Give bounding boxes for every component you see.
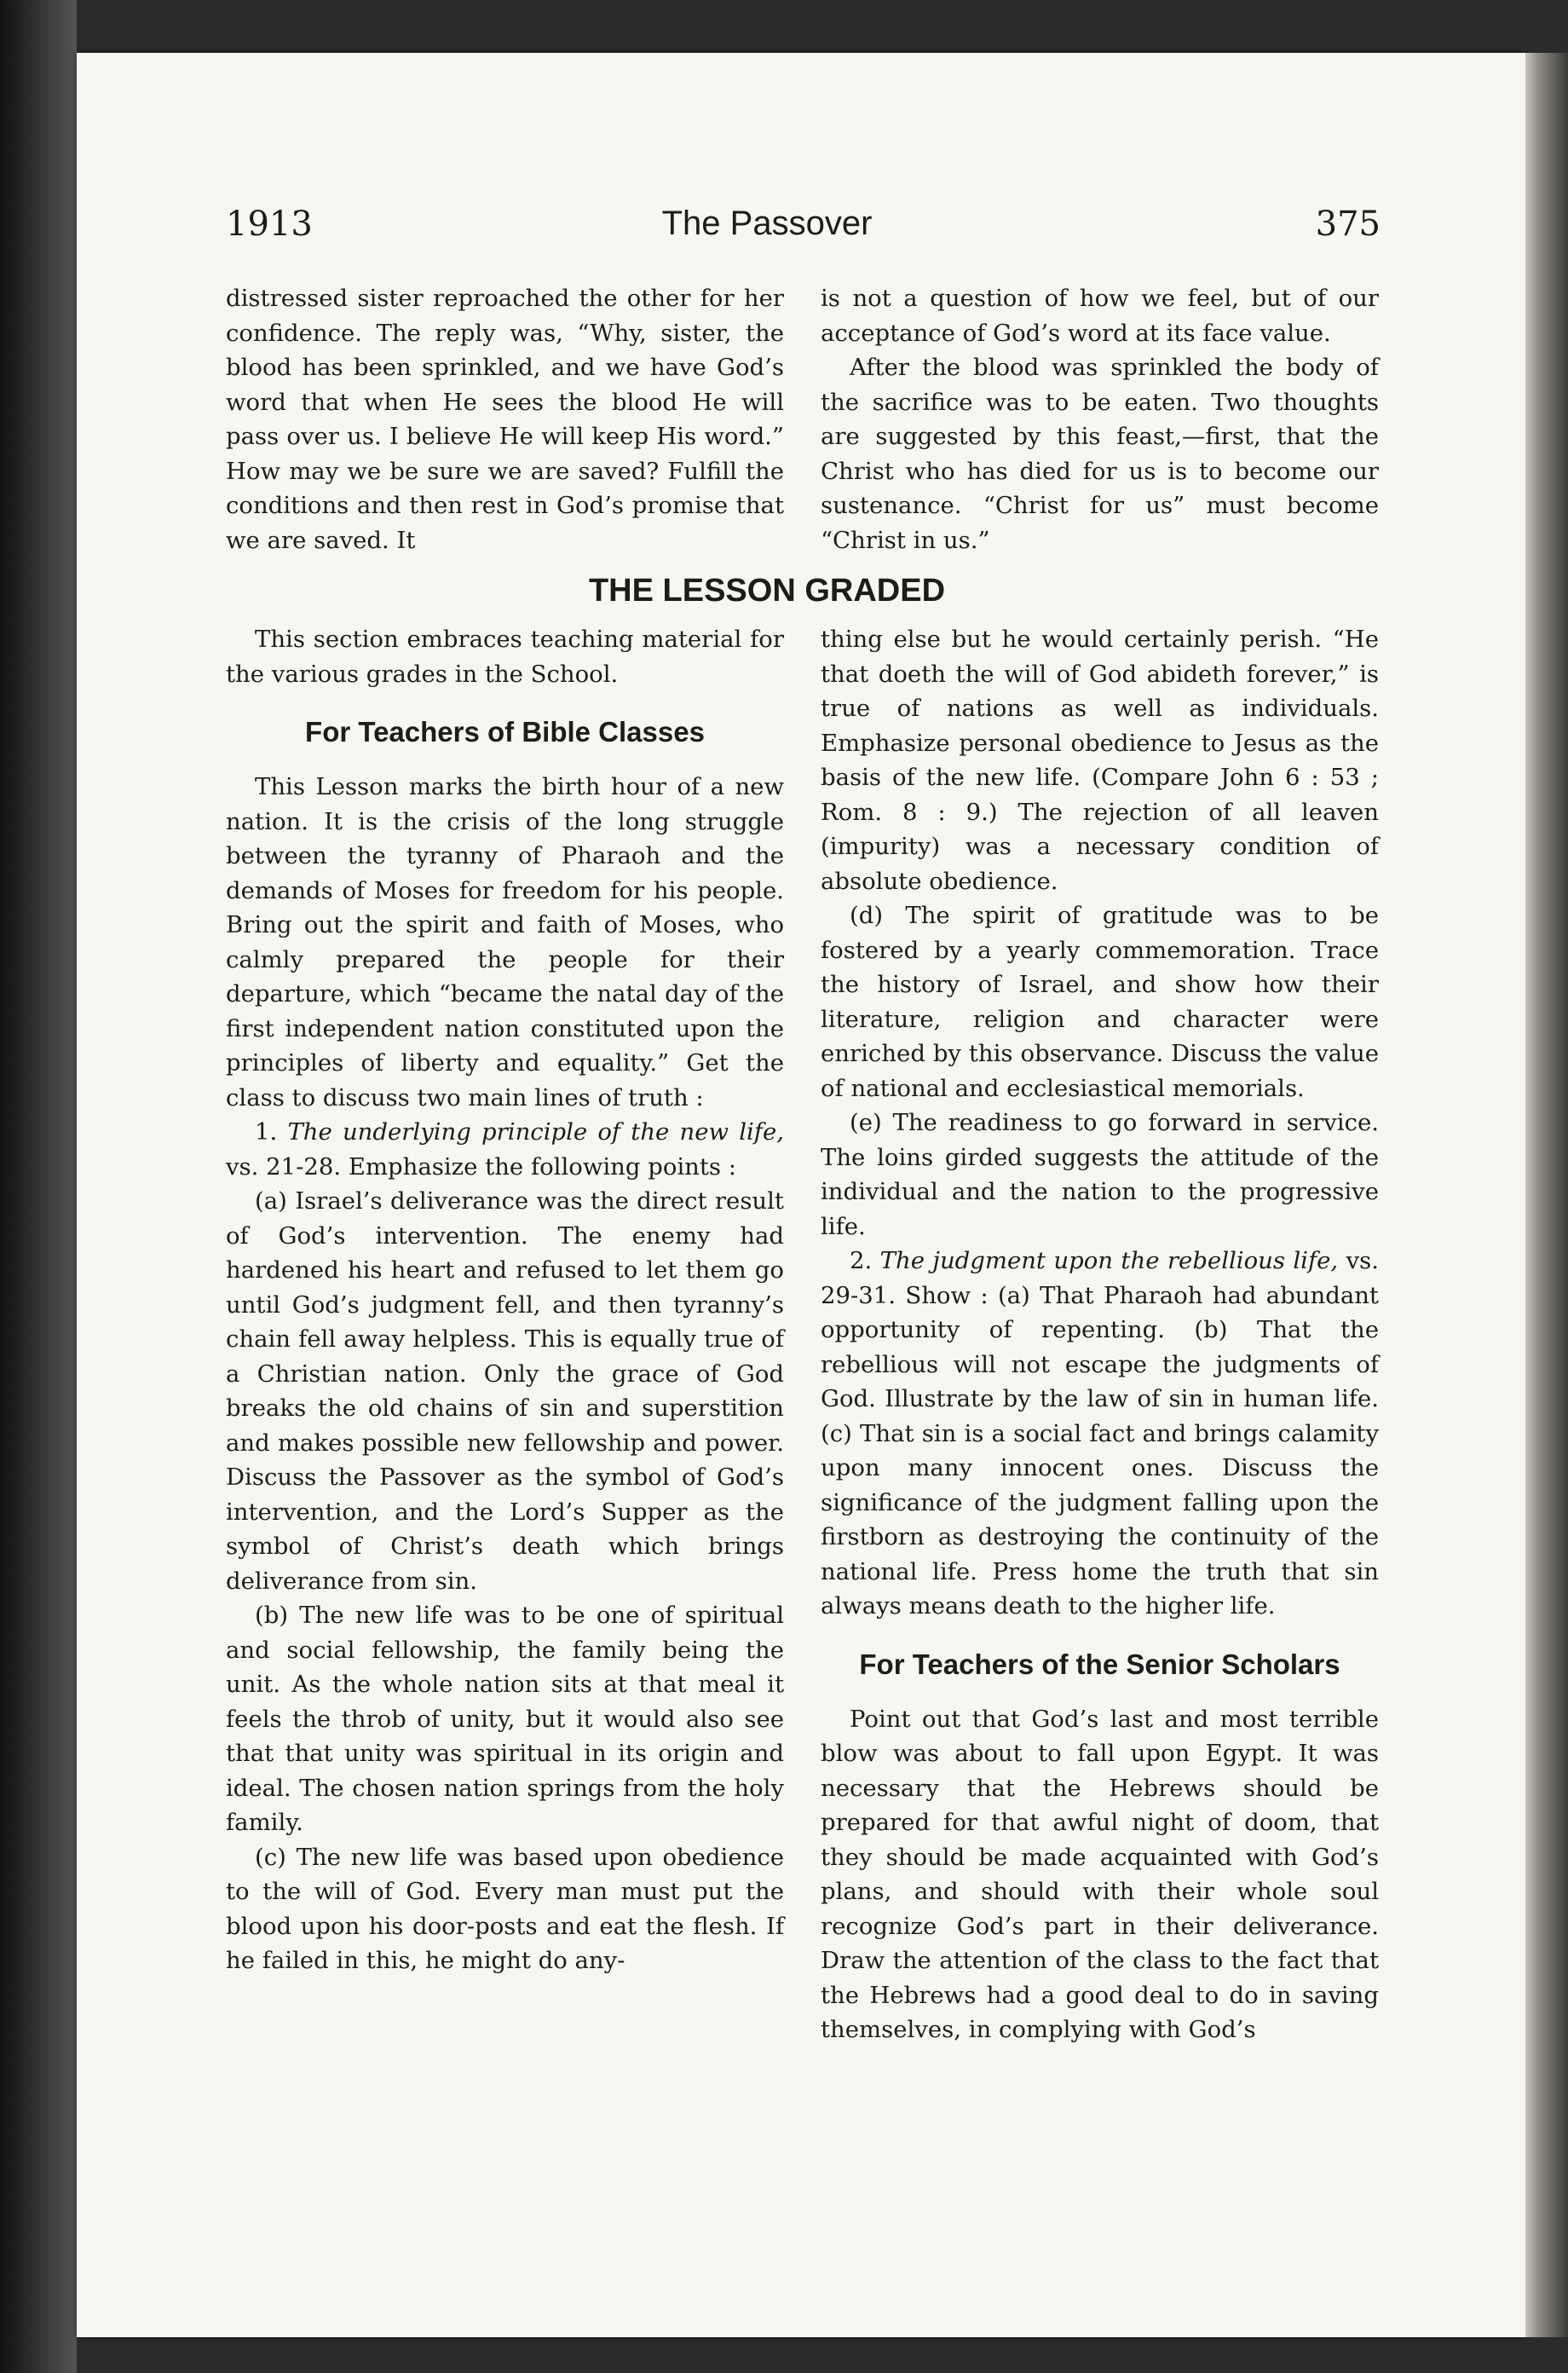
paragraph: (b) The new life was to be one of spiritual and social fellowship, the family being the unit. As the whole nation sits at that meal it feels the throb of unity, but it would also see that that unity was spiritual in its origin and ideal. The chosen nation springs from the holy family. — [226, 1602, 784, 1836]
section-title: THE LESSON GRADED — [588, 573, 946, 609]
paragraph: is not a question of how we feel, but of our acceptance of God’s word at its face value. — [821, 285, 1379, 347]
paragraph: Point out that God’s last and most terrible blow was about to fall upon Egypt. It was necessary that the Hebrews should be prepared for that awful night of doom, that they should be made acquainted with God’s plans, and should with their whole soul recognize God’s part in their deliverance. Draw the attention of the class to the fact that the Hebrews had a good deal to do in saving themselves, in complying with God’s — [821, 1705, 1379, 2043]
paragraph — [226, 1115, 784, 1184]
point-text: vs. 21-28. Emphasize the following points : — [226, 1152, 737, 1181]
paragraph: (a) Israel’s deliverance was the direct result of God’s intervention. The enemy had hardened his heart and refused to let them go until God’s judgment fell, and then tyranny’s chain fell away helpless. This is equally true of a Christian nation. Only the grace of God breaks the old chains of sin and superstition and makes possible new fellowship and power. Discuss the Passover as the symbol of God’s intervention, and the Lord’s Supper as the symbol of Christ’s death which brings deliverance from sin. — [226, 1187, 784, 1595]
point-number: 1. — [255, 1118, 288, 1146]
paragraph: distressed sister reproached the other for her confidence. The reply was, “Why, sister, the blood has been sprinkled, and we have God’s word that when He sees the blood He will pass over us. I believe He will keep His word.” How may we be sure we are saved? Fulfill the conditions and then rest in God’s promise that we are saved. It — [226, 285, 784, 554]
top-right-column — [821, 281, 1379, 557]
right-column — [821, 622, 1379, 2047]
paragraph: After the blood was sprinkled the body of the sacrifice was to be eaten. Two thoughts are suggested by this feast,—first, that the Christ who has died for us is to become our sustenance. “Christ for us” must become “Christ in us.” — [821, 354, 1379, 554]
point-text: vs. 29-31. Show : (a) That Pharaoh had abundant opportunity of repenting. (b) That the rebellious will not escape the judgments of God. Illustrate by the law of sin in human life. (c) That sin is a social fact and brings calamity upon many innocent ones. Discuss the significance of the judgment falling upon the firstborn as destroying the continuity of the national life. Press home the truth that sin always means death to the higher life. — [821, 1247, 1379, 1620]
running-header — [153, 205, 1381, 256]
point-number: 2. — [850, 1247, 880, 1274]
paragraph: (c) The new life was based upon obedience to the will of God. Every man must put the blood upon his door-posts and eat the flesh. If he failed in this, he might do any- — [226, 1843, 784, 1974]
section-heading: For Teachers of the Senior Scholars — [859, 1648, 1340, 1680]
paragraph: (d) The spirit of gratitude was to be fostered by a yearly commemoration. Trace the history of Israel, and show how their literature, religion and character were enriched by this observance. Discuss the value of national and ecclesiastical memorials. — [821, 902, 1379, 1102]
point-title: The underlying principle of the new life, — [287, 1118, 784, 1146]
paragraph: (e) The readiness to go forward in service. The loins girded suggests the attitude of the individual and the nation to the progressive life. — [821, 1109, 1379, 1240]
paragraph: thing else but he would certainly perish. “He that doeth the will of God abideth forever,” is true of nations as well as individuals. Emphasize personal obedience to Jesus as the basis of the new life. (Compare John 6 : 53 ; Rom. 8 : 9.) The rejection of all leaven (impurity) was a necessary condition of absolute obedience. — [821, 626, 1379, 895]
section-heading: For Teachers of Bible Classes — [305, 716, 705, 748]
page-edge — [1525, 53, 1568, 2337]
intro-paragraph: This section embraces teaching material for the various grades in the School. — [226, 626, 784, 688]
top-left-column — [226, 281, 784, 557]
left-column — [226, 622, 784, 1978]
scan-background-left — [0, 0, 77, 2373]
point-title: The judgment upon the rebellious life, — [879, 1247, 1339, 1274]
page-number: 375 — [1315, 205, 1381, 244]
header-title: The Passover — [661, 205, 873, 242]
header-year: 1913 — [226, 205, 313, 244]
paragraph: This Lesson marks the birth hour of a new nation. It is the crisis of the long struggle between the tyranny of Pharaoh and the demands of Moses for freedom for his people. Bring out the spirit and faith of Moses, who calmly prepared the people for their departure, which “became the natal day of the first independent nation constituted upon the principles of liberty and equality.” Get the class to discuss two main lines of truth : — [226, 773, 784, 1111]
paragraph — [821, 1244, 1379, 1624]
